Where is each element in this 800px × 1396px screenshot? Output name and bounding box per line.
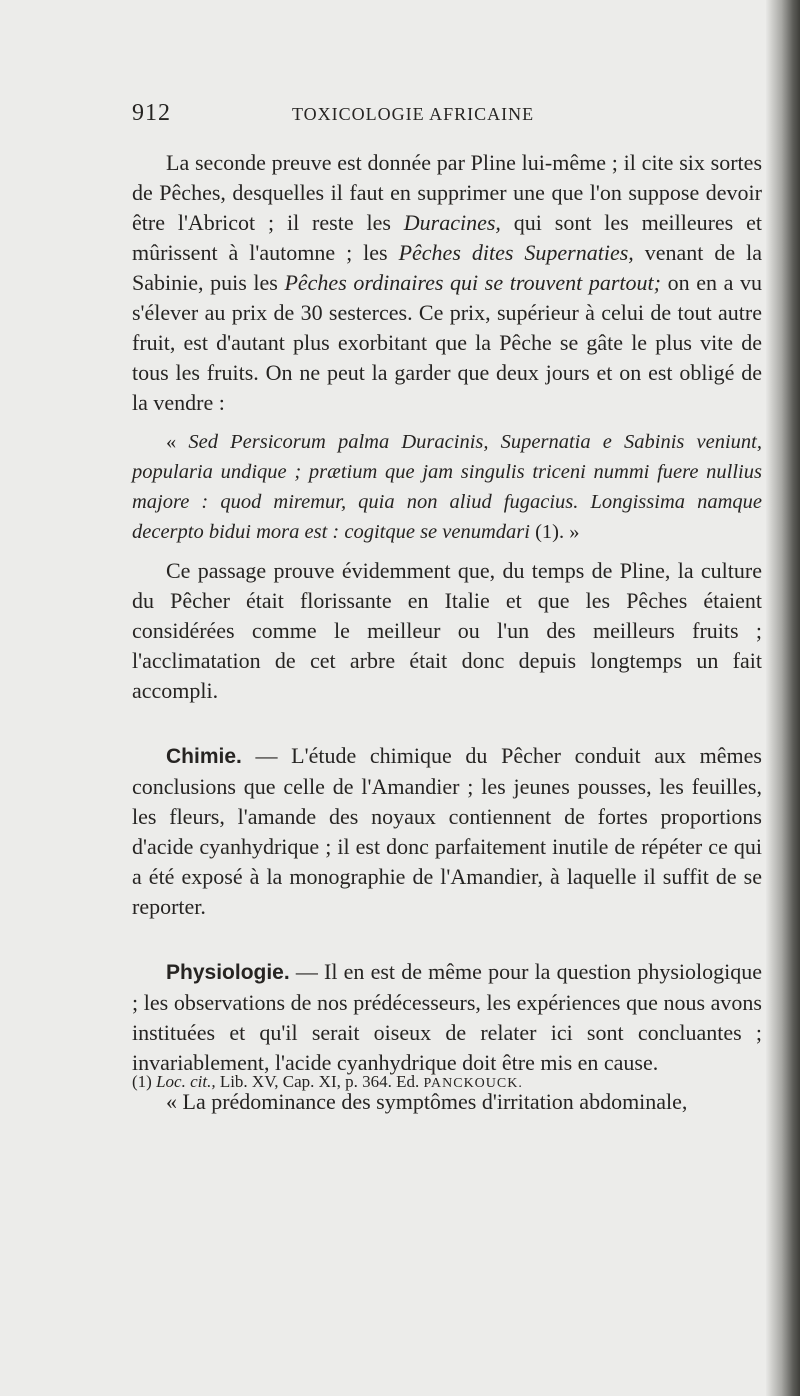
text-run: on en a vu s'élever au prix de 30 sesterces. Ce prix, supérieur à celui de tout autre fruit, est d'autant plus exorbitant que la Pêche se gâte le plus vite de tous les fruits. On ne peut la garder que deux jours et on est obligé de la vendre :	[132, 270, 762, 415]
italic-run: Duracines,	[403, 210, 501, 235]
quote-open: «	[166, 431, 189, 453]
text-run: qui sont les meilleures et mûrissent à l'automne ; les	[132, 210, 762, 265]
section-heading-chimie: Chimie.	[166, 745, 242, 768]
footnote	[132, 1071, 762, 1095]
paragraph-last: « La prédominance des symptômes d'irritation abdominale,	[166, 1089, 688, 1114]
footnote-publisher: PANCKOUCK.	[423, 1076, 523, 1091]
paragraph-pline	[132, 148, 762, 418]
body-text	[132, 148, 762, 1117]
text-run: La seconde preuve est donnée par Pline lui-même ; il cite six sortes de Pêches, desquelles il faut en supprimer une que l'on suppose devoir être l'Abricot ; il reste les	[132, 150, 762, 235]
section-physiologie	[132, 957, 762, 1078]
italic-run: Pêches ordinaires qui se trouvent partout;	[284, 270, 661, 295]
section-heading-physiologie: Physiologie.	[166, 961, 290, 984]
footnote-reference: (1). »	[529, 521, 580, 543]
paragraph-passage: Ce passage prouve évidemment que, du temps de Pline, la culture du Pêcher était florissante en Italie et que les Pêches étaient considérées comme le meilleur ou l'un des meilleurs fruits ; l'acclimatation de cet arbre était donc depuis longtemps un fait accompli.	[132, 558, 762, 703]
latin-quote	[132, 427, 762, 547]
footnote-text: Lib. XV, Cap. XI, p. 364. Ed.	[215, 1072, 424, 1091]
footnote-citation: Loc. cit.,	[156, 1072, 216, 1091]
footnote-mark: (1)	[132, 1072, 157, 1091]
page-header	[132, 100, 762, 130]
page-number: 912	[132, 100, 171, 126]
text-run: venant de la Sabinie, puis les	[132, 240, 762, 295]
running-title: TOXICOLOGIE AFRICAINE	[292, 104, 535, 124]
italic-run: Pêches dites Supernaties,	[398, 240, 634, 265]
section-chimie	[132, 741, 762, 922]
section-text: — L'étude chimique du Pêcher conduit aux mêmes conclusions que celle de l'Amandier ; les jeunes pousses, les feuilles, les fleurs, l'amande des noyaux contiennent de fortes proportions d'acide cyanhydrique ; il est donc parfaitement inutile de répéter ce qui a été exposé à la monographie de l'Amandier, à laquelle il suffit de se reporter.	[132, 743, 762, 919]
page-edge-shadow	[766, 0, 800, 1396]
latin-text: Sed Persicorum palma Duracinis, Supernatia e Sabinis veniunt, popularia undique ; prætium que jam singulis triceni nummi fuere nullius majore : quod miremur, quia non aliud fugacius. Longissima namque decerpto bidui mora est : cogitque se venumdari	[132, 431, 762, 543]
section-text: — Il en est de même pour la question physiologique ; les observations de nos prédécesseurs, les expériences que nous avons instituées et qu'il serait oiseux de relater ici sont concluantes ; invariablement, l'acide cyanhydrique doit être mis en cause.	[132, 959, 762, 1075]
